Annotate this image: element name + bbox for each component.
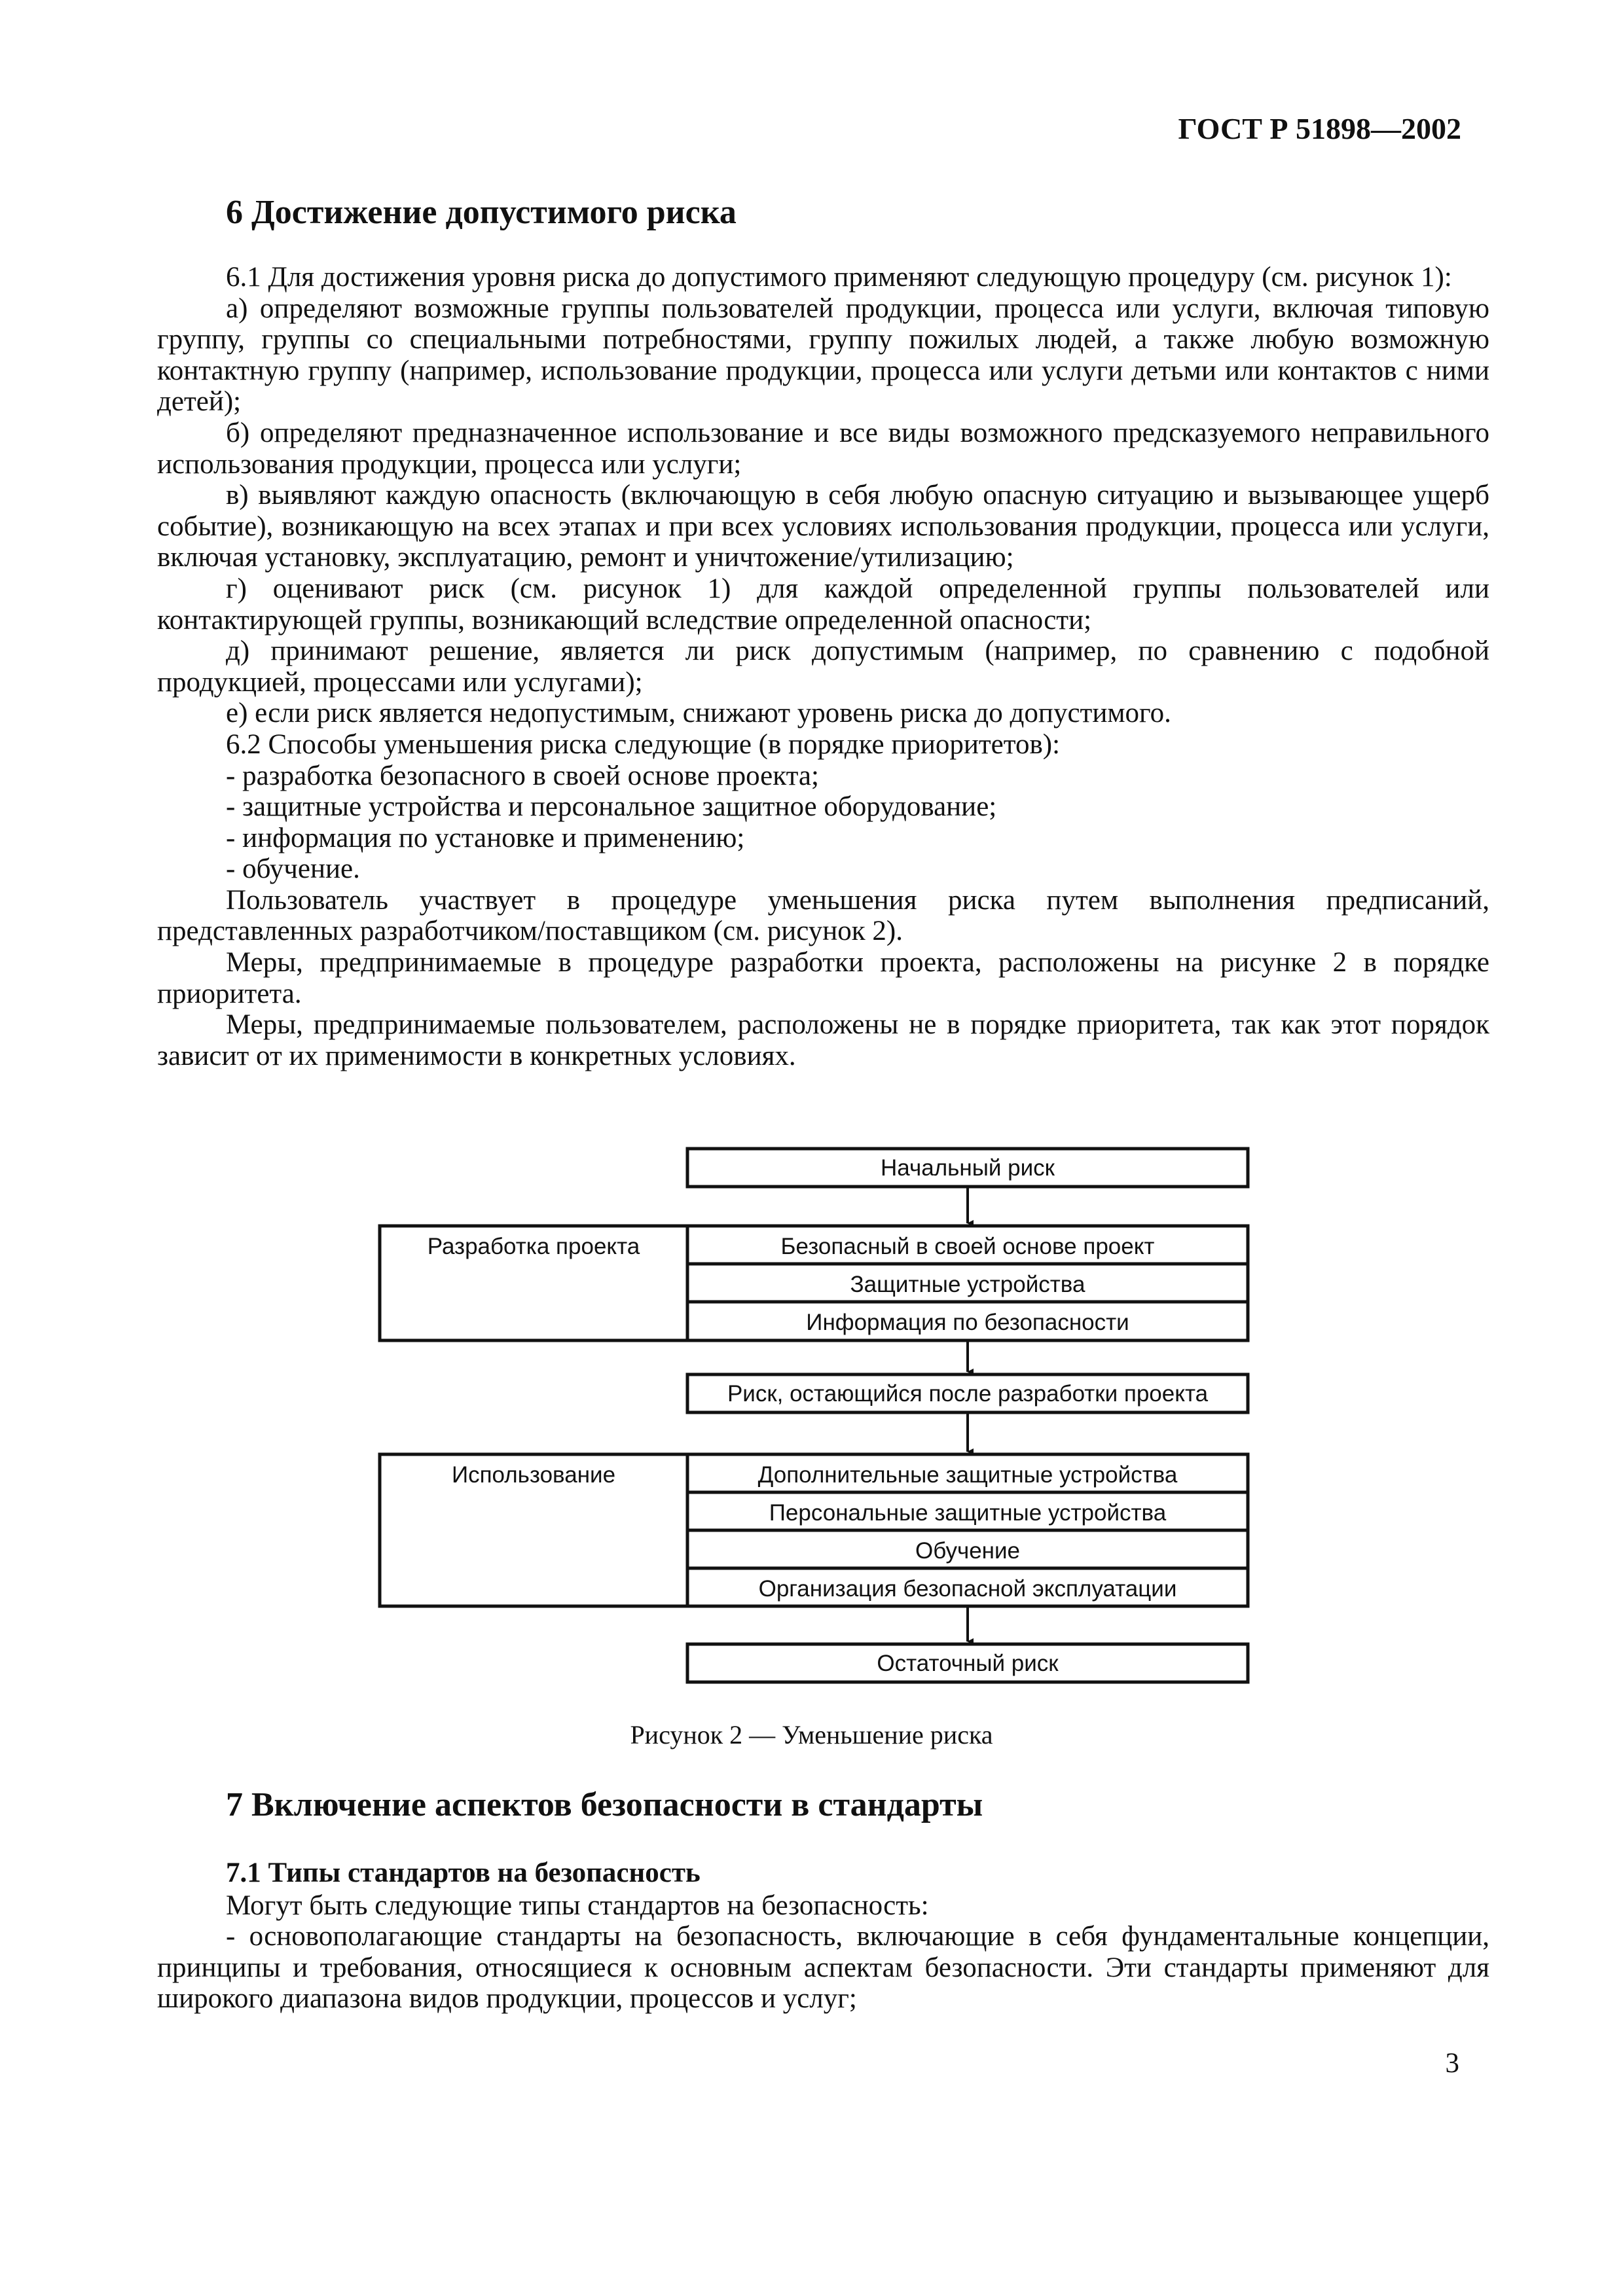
use-item-1: Дополнительные защитные устройства — [757, 1462, 1178, 1488]
residual-risk-label: Остаточный риск — [877, 1651, 1059, 1676]
design-item-3: Информация по безопасности — [806, 1310, 1129, 1335]
residual-after-design-label: Риск, остающийся после разработки проекта — [727, 1381, 1209, 1407]
design-group-label: Разработка проекта — [427, 1234, 640, 1259]
use-item-2: Персональные защитные устройства — [769, 1500, 1167, 1526]
paragraph: Меры, предпринимаемые пользователем, расположены не в порядке приоритета, так как этот порядок зависит от их применимости в конкретных условиях. — [157, 1009, 1489, 1071]
section-6-title: 6 Достижение допустимого риска — [226, 194, 737, 231]
paragraph: г) оценивают риск (см. рисунок 1) для каждой определенной группы пользователей или контактирующей группы, возникающий вследствие определенной опасности; — [157, 573, 1489, 636]
list-item: - защитные устройства и персональное защитное оборудование; — [226, 791, 997, 823]
paragraph: б) определяют предназначенное использование и все виды возможного предсказуемого неправильного использования продукции, процесса или услуги; — [157, 417, 1489, 480]
doc-code: ГОСТ Р 51898—2002 — [1178, 112, 1461, 145]
list-item: - обучение. — [226, 853, 360, 885]
list-item: - разработка безопасного в своей основе проекта; — [226, 760, 819, 791]
page-number: 3 — [1445, 2048, 1459, 2079]
figure-caption: Рисунок 2 — Уменьшение риска — [630, 1720, 993, 1749]
paragraph: 6.2 Способы уменьшения риска следующие (в порядке приоритетов): — [226, 728, 1061, 760]
paragraph: а) определяют возможные группы пользователей продукции, процесса или услуги, включая типовую группу, группы со специальными потребностями, группу пожилых людей, а также любую возможную контактную группу (например, использование продукции, процесса или услуги детьми или контактов с ними детей); — [157, 293, 1489, 418]
paragraph: е) если риск является недопустимым, снижают уровень риска до допустимого. — [226, 698, 1171, 729]
use-group-label: Использование — [451, 1462, 616, 1488]
use-item-4: Организация безопасной эксплуатации — [758, 1576, 1177, 1602]
list-item: - основополагающие стандарты на безопасность, включающие в себя фундаментальные концепции, принципы и требования, относящиеся к основным аспектам безопасности. Эти стандарты применяют для широкого диапазона видов продукции, процессов и услуг; — [157, 1921, 1489, 2015]
section-7-title: 7 Включение аспектов безопасности в стандарты — [226, 1786, 983, 1823]
paragraph: Меры, предпринимаемые в процедуре разработки проекта, расположены на рисунке 2 в порядке приоритета. — [157, 947, 1489, 1009]
design-item-1: Безопасный в своей основе проект — [780, 1234, 1155, 1259]
paragraph: в) выявляют каждую опасность (включающую в себя любую опасную ситуацию и вызывающее ущерб событие), возникающую на всех этапах и при всех условиях использования продукции, процесса или услуги, включая установку, эксплуатацию, ремонт и уничтожение/утилизацию; — [157, 480, 1489, 573]
paragraph: д) принимают решение, является ли риск допустимым (например, по сравнению с подобной продукцией, процессами или услугами); — [157, 636, 1489, 698]
list-item: - информация по установке и применению; — [226, 822, 745, 853]
paragraph: Могут быть следующие типы стандартов на безопасность: — [226, 1890, 929, 1921]
section-7-body — [157, 1857, 1489, 2015]
design-item-2: Защитные устройства — [850, 1272, 1085, 1297]
initial-risk-label: Начальный риск — [881, 1155, 1055, 1181]
subsection-title: 7.1 Типы стандартов на безопасность — [226, 1857, 701, 1888]
paragraph: 6.1 Для достижения уровня риска до допустимого применяют следующую процедуру (см. рисунок 1): — [226, 262, 1452, 293]
paragraph: Пользователь участвует в процедуре уменьшения риска путем выполнения предписаний, представленных разработчиком/поставщиком (см. рисунок 2). — [157, 884, 1489, 947]
use-item-3: Обучение — [915, 1538, 1021, 1564]
